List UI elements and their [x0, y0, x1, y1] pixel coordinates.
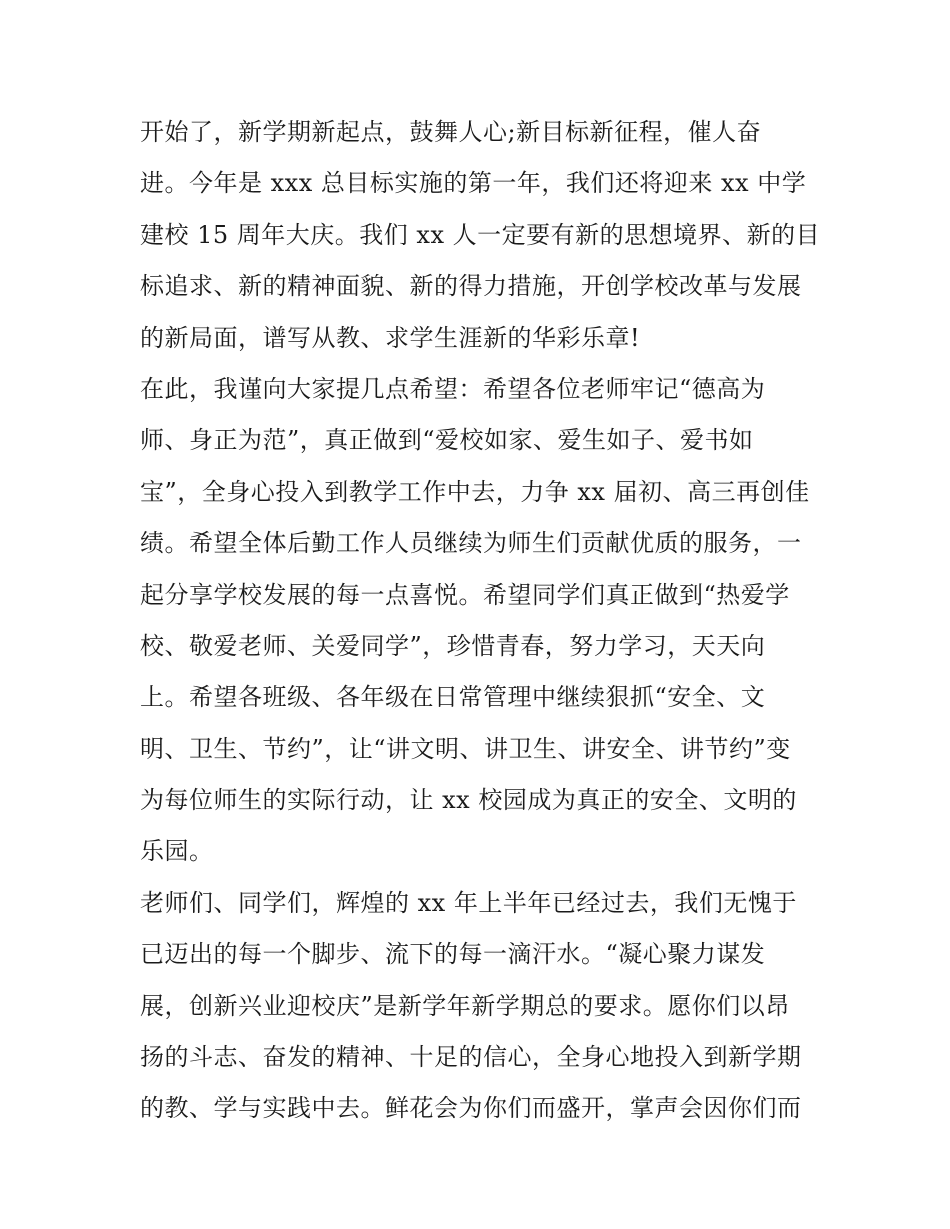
text-line: 已迈出的每一个脚步、流下的每一滴汗水。“凝心聚力谋发: [140, 940, 766, 969]
text-line: 的新局面，谱写从教、求学生涯新的华彩乐章!: [140, 323, 641, 352]
text-line: 宝”，全身心投入到教学工作中去，力争 xx 届初、高三再创佳: [140, 477, 810, 506]
text-line: 上。希望各班级、各年级在日常管理中继续狠抓“安全、文: [140, 683, 766, 712]
text-line: 建校 15 周年大庆。我们 xx 人一定要有新的思想境界、新的目: [140, 220, 821, 249]
text-line: 的教、学与实践中去。鲜花会为你们而盛开，掌声会因你们而: [140, 1094, 802, 1123]
text-line: 标追求、新的精神面貌、新的得力措施，开创学校改革与发展: [140, 272, 802, 301]
text-line: 绩。希望全体后勤工作人员继续为师生们贡献优质的服务，一: [140, 529, 802, 558]
body-text: [140, 107, 820, 1135]
text-line: 进。今年是 xxx 总目标实施的第一年，我们还将迎来 xx 中学: [140, 169, 807, 198]
text-line: 在此，我谨向大家提几点希望：希望各位老师牢记“德高为: [140, 374, 766, 403]
text-line: 起分享学校发展的每一点喜悦。希望同学们真正做到“热爱学: [140, 580, 790, 609]
text-line: 老师们、同学们，辉煌的 xx 年上半年已经过去，我们无愧于: [140, 888, 797, 917]
text-line: 明、卫生、节约”，让“讲文明、讲卫生、讲安全、讲节约”变: [140, 734, 791, 763]
text-line: 乐园。: [140, 837, 214, 866]
text-line: 开始了，新学期新起点，鼓舞人心;新目标新征程，催人奋: [140, 118, 762, 146]
text-line: 展，创新兴业迎校庆”是新学年新学期总的要求。愿你们以昂: [140, 991, 790, 1020]
text-line: 师、身正为范”，真正做到“爱校如家、爱生如子、爱书如: [140, 426, 754, 455]
text-line: 校、敬爱老师、关爱同学”，珍惜青春，努力学习，天天向: [140, 631, 766, 660]
text-line: 为每位师生的实际行动，让 xx 校园成为真正的安全、文明的: [140, 786, 797, 815]
text-line: 扬的斗志、奋发的精神、十足的信心，全身心地投入到新学期: [140, 1043, 802, 1072]
